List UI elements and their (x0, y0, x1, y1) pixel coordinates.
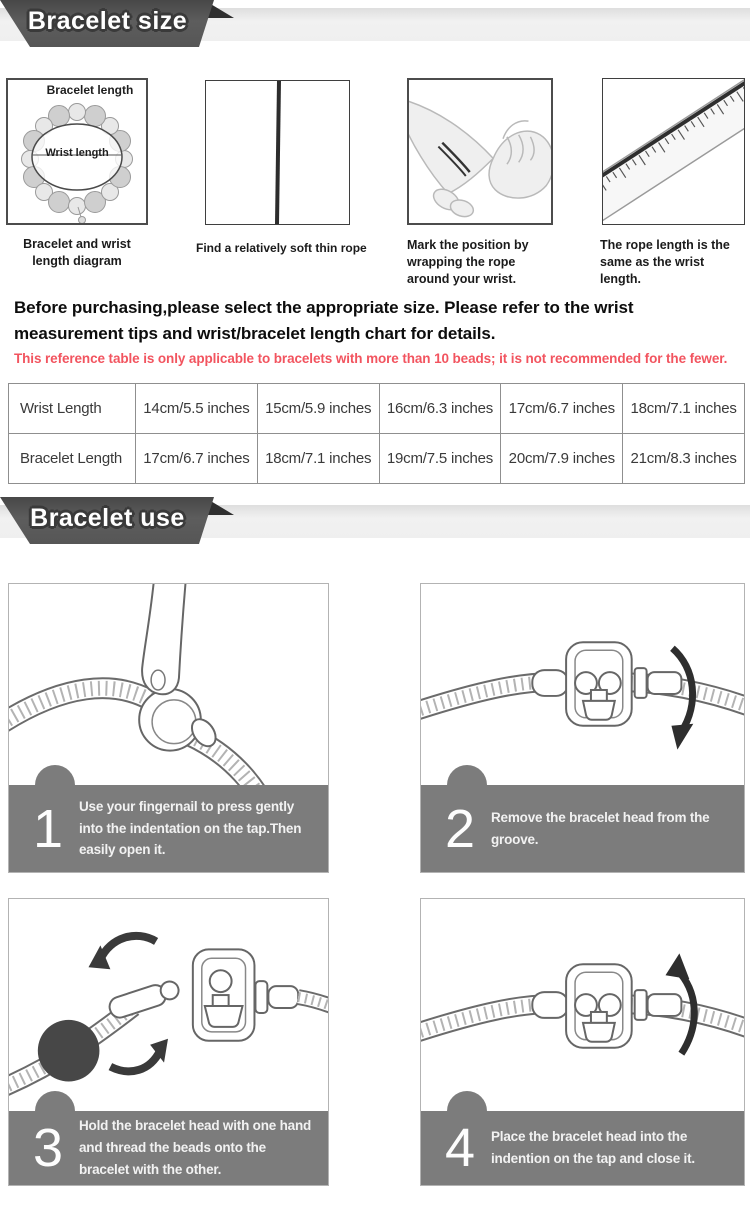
ribbon-bracelet-size (0, 0, 240, 48)
rope-illustration (206, 81, 349, 224)
step1-illustration (9, 584, 328, 787)
label-bracelet-length: Bracelet length (46, 83, 134, 97)
section-title-use: Bracelet use (30, 504, 185, 532)
step-panel-1 (8, 583, 329, 873)
step3-number: 3 (33, 1118, 64, 1178)
table-cell: 15cm/5.9 inches (257, 384, 379, 434)
table-cell: 19cm/7.5 inches (379, 434, 501, 484)
step4-text: Place the bracelet head into the indention on the tap and close it. (491, 1129, 695, 1166)
image-ruler (602, 78, 745, 225)
step1-text: Use your fingernail to press gently into the indentation on the tap.Then easily open it. (79, 798, 302, 858)
step-panel-4 (420, 898, 745, 1186)
step4-caption-band (421, 1111, 744, 1185)
table-cell: 17cm/6.7 inches (136, 434, 258, 484)
caption-wrist-wrap: Mark the position by wrapping the rope around your wrist. (407, 238, 529, 286)
table-row (9, 384, 745, 434)
caption-bracelet-diagram: Bracelet and wrist length diagram (23, 237, 131, 268)
table-cell: 21cm/8.3 inches (623, 434, 745, 484)
ruler-illustration (603, 79, 744, 222)
image-bracelet-diagram (6, 78, 148, 225)
step1-number: 1 (33, 798, 64, 859)
step1-caption-band (9, 785, 328, 872)
image-rope (205, 80, 350, 225)
step2-text: Remove the bracelet head from the groove. (491, 809, 710, 847)
step2-illustration (421, 584, 744, 787)
table-cell: 14cm/5.5 inches (136, 384, 258, 434)
size-table (8, 383, 745, 484)
label-wrist-length: Wrist length (45, 147, 109, 159)
step2-number: 2 (445, 798, 476, 859)
section-title-size: Bracelet size (27, 7, 188, 35)
red-note: This reference table is only applicable to bracelets with more than 10 beads; it is not recommended for the fewer. (14, 351, 728, 366)
table-cell: 16cm/6.3 inches (379, 384, 501, 434)
table-cell: 18cm/7.1 inches (257, 434, 379, 484)
table-cell: 18cm/7.1 inches (623, 384, 745, 434)
step3-illustration (9, 899, 328, 1113)
caption-rope: Find a relatively soft thin rope (196, 241, 367, 255)
lead-paragraph: Before purchasing,please select the appropriate size. Please refer to the wrist measurement tips and wrist/bracelet length chart for details. (14, 298, 634, 343)
step-panel-2 (420, 583, 745, 873)
table-row (9, 434, 745, 484)
row-header: Bracelet Length (9, 434, 136, 484)
table-cell: 17cm/6.7 inches (501, 384, 623, 434)
row-header: Wrist Length (9, 384, 136, 434)
step3-caption-band (9, 1111, 328, 1185)
step4-illustration (421, 899, 744, 1113)
table-cell: 20cm/7.9 inches (501, 434, 623, 484)
step2-caption-band (421, 785, 744, 872)
step4-number: 4 (445, 1118, 476, 1178)
caption-ruler: The rope length is the same as the wrist length. (600, 238, 730, 286)
ribbon-bracelet-use (0, 497, 240, 545)
step3-text: Hold the bracelet head with one hand and thread the beads onto the bracelet with the other. (79, 1118, 312, 1177)
step-panel-3 (8, 898, 329, 1186)
wrist-illustration (409, 80, 551, 223)
image-wrist-wrap (407, 78, 553, 225)
